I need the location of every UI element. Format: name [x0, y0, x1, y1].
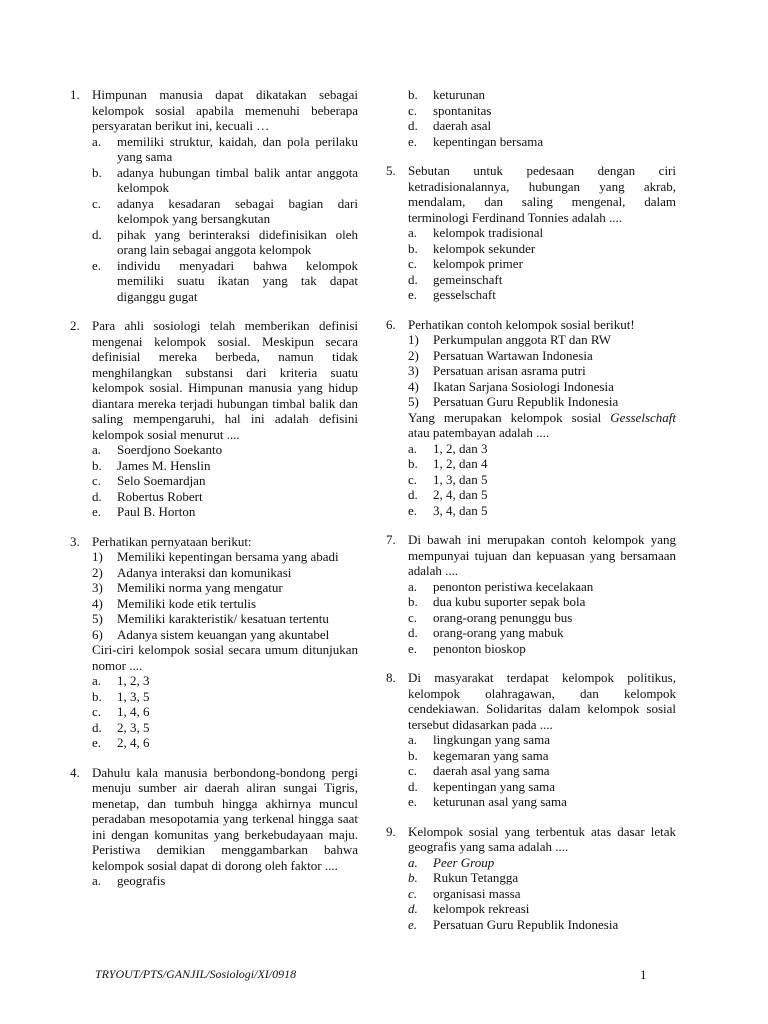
- answer-option-e[interactable]: e. keturunan asal yang sama: [408, 794, 567, 809]
- answer-option-b[interactable]: b. James M. Henslin: [92, 457, 211, 473]
- question-stem: Himpunan manusia dapat dikatakan sebagai kelompok sosial apabila memenuhi beberapa persyaratan berikut ini, kecuali …: [92, 87, 358, 133]
- answer-option-c[interactable]: c. Selo Soemardjan: [92, 473, 206, 488]
- answer-option-d[interactable]: d. kelompok rekreasi: [408, 901, 530, 916]
- answer-option-c[interactable]: c. adanya kesadaran sebagai bagian dari kelompok yang bersangkutan: [92, 195, 358, 226]
- answer-option-b[interactable]: b. 1, 2, dan 4: [408, 456, 488, 471]
- answer-option-a[interactable]: a. Peer Group: [408, 854, 495, 870]
- answer-option-d[interactable]: d. orang-orang yang mabuk: [408, 625, 564, 640]
- question-number: 2.: [70, 318, 80, 333]
- answer-option-a[interactable]: a. kelompok tradisional: [408, 225, 544, 240]
- statement-item: 1) Memiliki kepentingan bersama yang abadi: [92, 549, 339, 564]
- answer-option-c[interactable]: c. spontanitas: [408, 102, 492, 118]
- question-prompt: Ciri-ciri kelompok sosial secara umum ditunjukan nomor ....: [92, 642, 358, 673]
- statement-item: 4) Ikatan Sarjana Sosiologi Indonesia: [408, 378, 614, 394]
- question-4: [70, 765, 358, 889]
- answer-option-e[interactable]: e. gesselschaft: [408, 287, 496, 302]
- answer-option-d[interactable]: d. gemeinschaft: [408, 271, 503, 287]
- answer-option-e[interactable]: e. individu menyadari bahwa kelompok memiliki suatu ikatan yang tak dapat diganggu gugat: [92, 257, 358, 304]
- question-7: [386, 532, 676, 656]
- statement-item: 2) Persatuan Wartawan Indonesia: [408, 347, 593, 363]
- answer-option-d[interactable]: d. daerah asal: [408, 118, 492, 133]
- question-4-continued: [408, 87, 676, 149]
- statement-item: 3) Persatuan arisan asrama putri: [408, 363, 586, 378]
- answer-option-d[interactable]: d. 2, 3, 5: [92, 719, 150, 735]
- answer-option-b[interactable]: b. kegemaran yang sama: [408, 747, 549, 763]
- question-3: [70, 534, 358, 751]
- answer-option-a[interactable]: a. 1, 2, dan 3: [408, 440, 488, 456]
- question-5: [386, 163, 676, 303]
- statement-item: 4) Memiliki kode etik tertulis: [92, 595, 257, 611]
- term-gesselschaft: Gesselschaft: [610, 409, 676, 425]
- answer-option-a[interactable]: a. 1, 2, 3: [92, 673, 150, 688]
- question-number: 9.: [386, 823, 396, 839]
- question-stem: Perhatikan pernyataan berikut:: [92, 533, 252, 549]
- question-9: [386, 824, 676, 933]
- statement-item: 6) Adanya sistem keuangan yang akuntabel: [92, 626, 330, 642]
- answer-option-a[interactable]: a. penonton peristiwa kecelakaan: [408, 578, 594, 594]
- answer-option-d[interactable]: d. Robertus Robert: [92, 488, 203, 504]
- answer-option-c[interactable]: c. orang-orang penunggu bus: [408, 609, 573, 625]
- answer-option-b[interactable]: b. adanya hubungan timbal balik antar anggota kelompok: [92, 164, 358, 195]
- question-number: 8.: [386, 670, 396, 685]
- question-number: 1.: [70, 87, 80, 102]
- left-column: [70, 87, 358, 903]
- statement-item: 1) Perkumpulan anggota RT dan RW: [408, 332, 612, 347]
- question-stem: Dahulu kala manusia berbondong-bondong pergi menuju sumber air daerah aliran sungai Tigris, menetap, dan tumbuh hingga akhirnya muncul peradaban mesopotamia yang terkenal hingga saat ini dengan komunitas yang berkebudayaan maju. Peristiwa demikian menggambarkan bahwa kelompok sosial dapat di dorong oleh faktor ....: [92, 764, 358, 873]
- answer-option-a[interactable]: a. memiliki struktur, kaidah, dan pola perilaku yang sama: [92, 133, 358, 164]
- question-stem: Perhatikan contoh kelompok sosial berikut!: [408, 316, 635, 332]
- answer-option-c[interactable]: c. kelompok primer: [408, 256, 523, 271]
- question-stem: Di bawah ini merupakan contoh kelompok yang mempunyai tujuan dan kepuasan yang bersamaan adalah ....: [408, 532, 676, 578]
- answer-option-e[interactable]: e. Paul B. Horton: [92, 504, 196, 519]
- question-8: [386, 670, 676, 810]
- answer-option-a[interactable]: a. lingkungan yang sama: [408, 732, 550, 747]
- statement-item: 2) Adanya interaksi dan komunikasi: [92, 564, 292, 580]
- question-prompt: Yang merupakan kelompok sosial Gesselschaft atau patembayan adalah ....: [408, 409, 676, 440]
- question-stem: Di masyarakat terdapat kelompok politikus, kelompok olahragawan, dan kelompok cendekiawan. Solidaritas dalam kelompok sosial tersebut didasarkan pada ....: [408, 670, 676, 732]
- answer-option-e[interactable]: e. 3, 4, dan 5: [408, 502, 488, 518]
- answer-option-a[interactable]: a. Soerdjono Soekanto: [92, 442, 223, 457]
- statement-item: 5) Persatuan Guru Republik Indonesia: [408, 394, 619, 409]
- question-1: [70, 87, 358, 304]
- question-stem: Kelompok sosial yang terbentuk atas dasar letak geografis yang sama adalah ....: [408, 823, 676, 854]
- answer-option-e[interactable]: e. kepentingan bersama: [408, 133, 544, 149]
- footer-document-code: TRYOUT/PTS/GANJIL/Sosiologi/XI/0918: [95, 967, 297, 981]
- answer-option-b[interactable]: b. dua kubu suporter sepak bola: [408, 594, 586, 609]
- question-number: 7.: [386, 532, 396, 547]
- question-number: 4.: [70, 764, 80, 780]
- question-number: 5.: [386, 163, 396, 178]
- question-2: [70, 318, 358, 520]
- answer-option-c[interactable]: c. 1, 3, dan 5: [408, 471, 488, 487]
- answer-option-e[interactable]: e. Persatuan Guru Republik Indonesia: [408, 916, 619, 932]
- statement-item: 3) Memiliki norma yang mengatur: [92, 580, 283, 595]
- page-number: 1: [640, 967, 647, 982]
- statement-item: 5) Memiliki karakteristik/ kesatuan tertentu: [92, 611, 329, 626]
- answer-option-c[interactable]: c. daerah asal yang sama: [408, 763, 550, 778]
- answer-option-e[interactable]: e. 2, 4, 6: [92, 735, 150, 750]
- answer-option-e[interactable]: e. penonton bioskop: [408, 640, 526, 656]
- answer-option-b[interactable]: b. keturunan: [408, 87, 485, 102]
- answer-option-c[interactable]: c. organisasi massa: [408, 885, 521, 901]
- right-column: [386, 87, 676, 946]
- answer-option-b[interactable]: b. kelompok sekunder: [408, 240, 536, 256]
- question-6: [386, 317, 676, 519]
- answer-option-b[interactable]: b. 1, 3, 5: [92, 688, 150, 704]
- answer-option-d[interactable]: d. 2, 4, dan 5: [408, 487, 488, 502]
- question-stem: Para ahli sosiologi telah memberikan definisi mengenai kelompok sosial. Meskipun secara definisial mereka berbeda, namun tidak menghilangkan substansi dari kriteria suatu kelompok sosial. Himpunan manusia yang hidup diantara mereka terjadi hubungan timbal balik dan saling mempengaruhi, hal ini adalah defisini kelompok sosial menurut ....: [92, 318, 358, 442]
- question-number: 3.: [70, 533, 80, 549]
- answer-option-d[interactable]: d. kepentingan yang sama: [408, 778, 556, 794]
- question-number: 6.: [386, 316, 396, 332]
- answer-option-a[interactable]: a. geografis: [92, 873, 166, 888]
- answer-option-b[interactable]: b. Rukun Tetangga: [408, 870, 519, 885]
- answer-option-c[interactable]: c. 1, 4, 6: [92, 704, 150, 719]
- question-stem: Sebutan untuk pedesaan dengan ciri ketradisionalannya, hubungan yang akrab, mendalam, dan saling mengenal, dalam terminologi Ferdinand Tonnies adalah ....: [408, 163, 676, 225]
- answer-option-d[interactable]: d. pihak yang berinteraksi didefinisikan oleh orang lain sebagai anggota kelompok: [92, 226, 358, 257]
